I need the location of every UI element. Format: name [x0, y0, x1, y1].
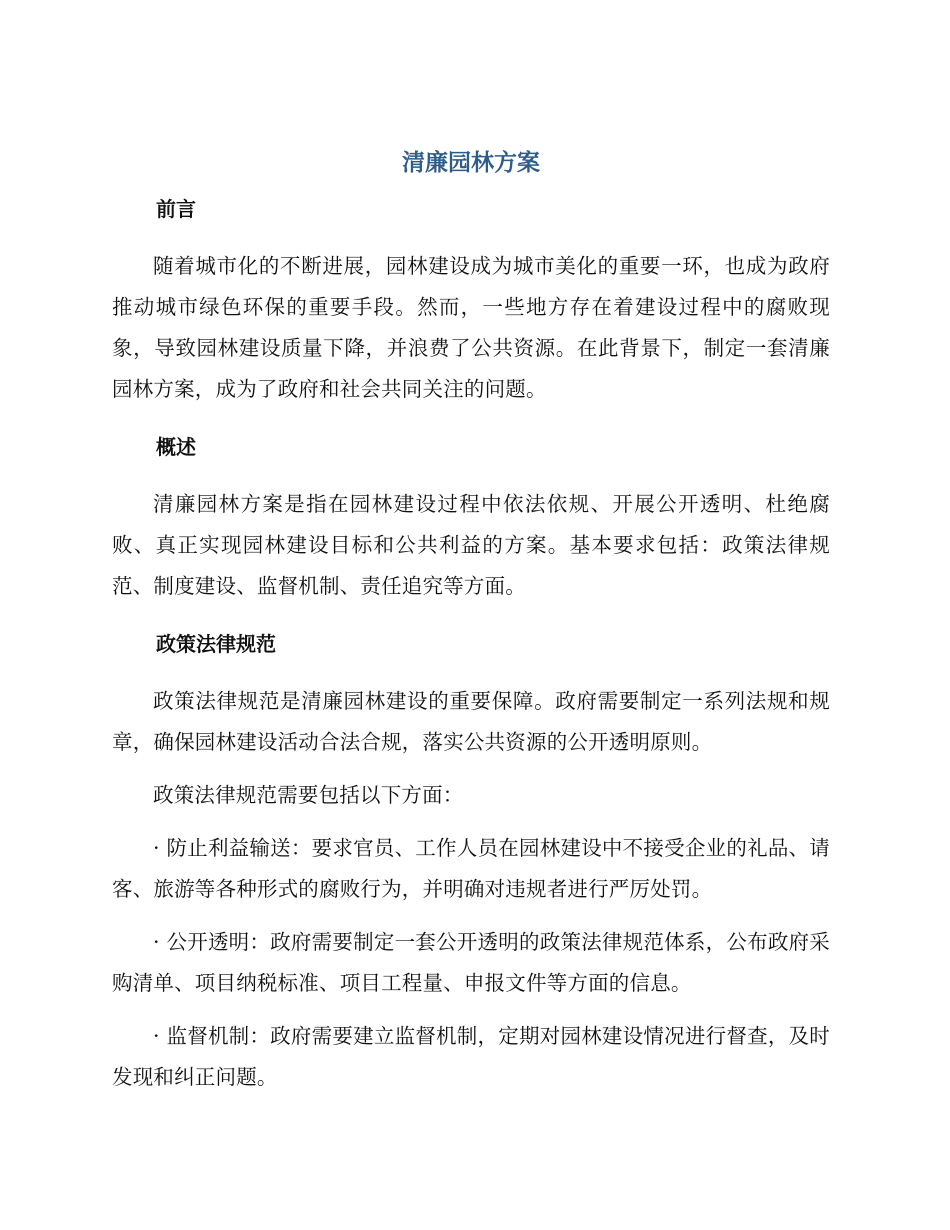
preface-paragraph: 随着城市化的不断进展，园林建设成为城市美化的重要一环，也成为政府推动城市绿色环保的重要手段。然而，一些地方存在着建设过程中的腐败现象，导致园林建设质量下降，并浪费了公共资源。在此背景下，制定一套清廉园林方案，成为了政府和社会共同关注的问题。 [112, 254, 830, 401]
section-heading-policy: 政策法律规范 [156, 632, 276, 656]
policy-bullet-3: · 监督机制：政府需要建立监督机制，定期对园林建设情况进行督查，及时发现和纠正问题。 [112, 1024, 830, 1089]
policy-paragraph-1: 政策法律规范是清廉园林建设的重要保障。政府需要制定一系列法规和规章，确保园林建设活动合法合规，落实公共资源的公开透明原则。 [112, 689, 830, 754]
policy-bullet-2: · 公开透明：政府需要制定一套公开透明的政策法律规范体系，公布政府采购清单、项目纳税标准、项目工程量、申报文件等方面的信息。 [112, 930, 830, 995]
document-title: 清廉园林方案 [402, 150, 540, 176]
overview-paragraph: 清廉园林方案是指在园林建设过程中依法依规、开展公开透明、杜绝腐败、真正实现园林建设目标和公共利益的方案。基本要求包括：政策法律规范、制度建设、监督机制、责任追究等方面。 [112, 492, 830, 598]
section-heading-preface: 前言 [156, 197, 196, 221]
policy-paragraph-2: 政策法律规范需要包括以下方面： [153, 783, 464, 807]
section-heading-overview: 概述 [156, 435, 196, 459]
document-page [112, 140, 830, 1110]
policy-bullet-1: · 防止利益输送：要求官员、工作人员在园林建设中不接受企业的礼品、请客、旅游等各种形式的腐败行为，并明确对违规者进行严厉处罚。 [112, 836, 830, 901]
